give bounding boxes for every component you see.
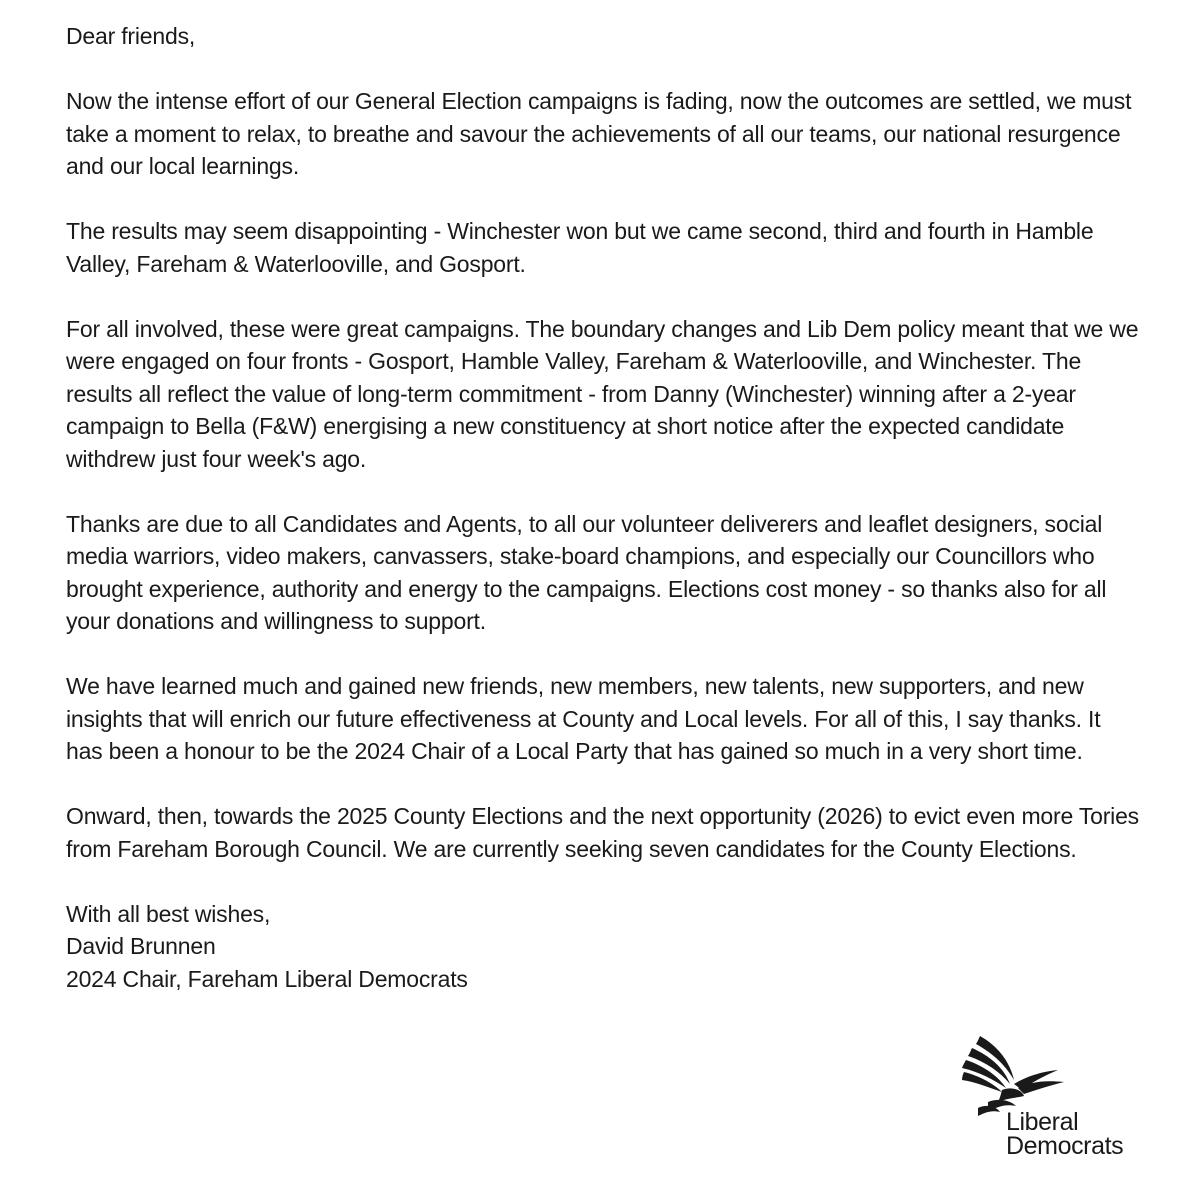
- paragraph-results: The results may seem disappointing - Winchester won but we came second, third and fourth in Hamble Valley, Fareham & Waterlooville, and Gosport.: [66, 218, 1094, 277]
- liberal-democrats-logo: [958, 1032, 1138, 1162]
- paragraph-learned: We have learned much and gained new friends, new members, new talents, new supporters, and new insights that will enrich our future effectiveness at County and Local levels. For all of this, I say thanks. It has been a honour to be the 2024 Chair of a Local Party that has gained so much in a very short time.: [66, 673, 1101, 764]
- closing-block: [66, 898, 1146, 996]
- signature-title: 2024 Chair, Fareham Liberal Democrats: [66, 965, 468, 992]
- signature-name: David Brunnen: [66, 933, 216, 959]
- paragraph-campaigns: For all involved, these were great campaigns. The boundary changes and Lib Dem policy meant that we we were engaged on four fronts - Gosport, Hamble Valley, Fareham & Waterlooville, and Winchester. The results all reflect the value of long-term commitment - from Danny (Winchester) winning after a 2-year campaign to Bella (F&W) energising a new constituency at short notice after the expected candidate withdrew just four week's ago.: [66, 315, 1139, 472]
- paragraph-onward: Onward, then, towards the 2025 County Elections and the next opportunity (2026) to evict even more Tories from Fareham Borough Council. We are currently seeking seven candidates for the County Elections.: [66, 803, 1139, 862]
- closing-line: With all best wishes,: [66, 900, 271, 927]
- letter-body: [66, 20, 1146, 1028]
- paragraph-intro: Now the intense effort of our General Election campaigns is fading, now the outcomes are settled, we must take a moment to relax, to breathe and savour the achievements of all our teams, our national resurgence and our local learnings.: [66, 88, 1132, 179]
- bird-icon: [958, 1032, 1068, 1116]
- logo-line-democrats: Democrats: [1006, 1132, 1124, 1160]
- greeting: Dear friends,: [66, 23, 196, 49]
- logo-wordmark: [1006, 1110, 1123, 1158]
- paragraph-thanks: Thanks are due to all Candidates and Agents, to all our volunteer deliverers and leaflet designers, social media warriors, video makers, canvassers, stake-board champions, and especially our Councillors who brought experience, authority and energy to the campaigns. Elections cost money - so thanks also for all your donations and willingness to support.: [66, 510, 1107, 634]
- logo-line-liberal: Liberal: [1006, 1108, 1079, 1136]
